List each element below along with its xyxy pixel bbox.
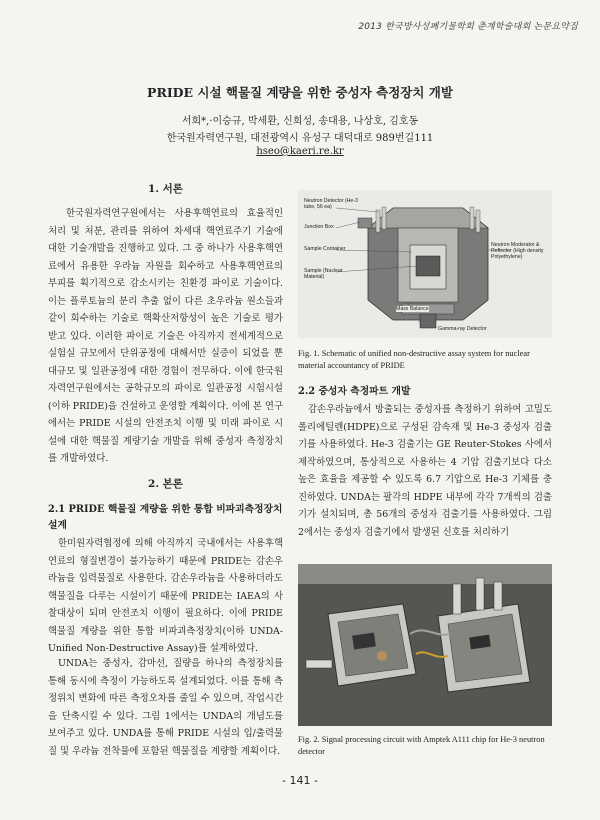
section-heading-main: 2. 본론 xyxy=(148,478,183,490)
label-sample: Sample (Nuclear Material) xyxy=(304,268,343,280)
label-mass-balance: Mass Balance xyxy=(396,306,429,312)
label-neutron-detector: Neutron Detector (He-3 tube, 56 ea) xyxy=(304,198,358,210)
figure-1-schematic xyxy=(298,190,552,338)
intro-paragraph: 한국원자력연구원에서는 사용후핵연료의 효율적인 처리 및 처분, 관리를 위하여 차세대 핵연료주기 기술에 대한 기술개발을 진행하고 있다. 그 중 하나가 사용후핵연료에서 유용한 우라늄 자원을 회수하고 사용후핵연료의 부피를 획기적으로 감소시키는 친환경 파이로 기술이다. 이는 플루토늄의 분리 추출 없이 다른 초우라늄 원소들과 같이 회수하는 기술로 핵확산저항성이 높은 기술로 평가받고 있다. 이러한 파이로 기술은 아직까지 전세계적으로 실험실 규모에서 단위공정에 대해서만 실증이 되었을 뿐 대규모 및 일관공정에 대한 경험이 전무하다. 이에 한국원자력연구원에서는 공학규모의 파이로 일관공정 시험시설(이하 PRIDE)을 건설하고 운영할 계획이다. 이에 본 연구에서는 PRIDE 시설의 안전조치 이행 및 미래 파이로 시설에 대한 핵물질 계량기술 개발을 위해 중성자 측정장치를 개발하였다. xyxy=(48,208,283,464)
undc-schematic-drawing xyxy=(298,190,552,338)
circuit-photo-drawing xyxy=(298,564,552,726)
label-moderator: Neutron Moderator & Reflector (High density Polyethylene) xyxy=(491,242,544,260)
figure-2-photo xyxy=(298,564,552,726)
page-number: - 141 - xyxy=(282,774,318,787)
label-gamma-detector: Gamma-ray Detector xyxy=(438,326,487,332)
section-heading-intro: 1. 서론 xyxy=(148,183,183,195)
figure-1-caption: Fig. 1. Schematic of unified non-destructive assay system for nuclear material accountancy of PRIDE xyxy=(298,349,530,370)
subsection-2-2-paragraph: 감손우라늄에서 방출되는 중성자를 측정하기 위하여 고밀도 폴리에틸렌(HDPE)으로 구성된 감속재 및 He-3 중성자 검출기를 사용하였다. He-3 검출기는 GE Reuter-Stokes 사에서 제작하였으며, 통상적으로 사용하는 4 기압 검출기보다 다소 높은 효율을 제공할 수 있도록 6.7 기압으로 He-3 기체를 충진하였다. UNDA는 팔각의 HDPE 내부에 각각 7개씩의 검출기가 설치되며, 총 56개의 중성자 검출기를 사용하였다. 그림 2에서는 중성자 검출기에서 발생된 신호를 처리하기 xyxy=(298,404,552,538)
subsection-2-1-paragraph-2: UNDA는 중성자, 감마선, 질량을 하나의 측정장치를 통해 동시에 측정이 가능하도록 설계되었다. 이를 통해 측정위치 변화에 따른 측정오차를 줄일 수 있으며, 작업시간을 단축시킬 수 있다. 그림 1에서는 UNDA의 개념도를 보여주고 있다. UNDA를 통해 PRIDE 시설의 입/출력물질 및 우라늄 전착물에 포함된 핵물질을 계량할 계획이다. xyxy=(48,658,283,757)
affiliation: 한국원자력연구원, 대전광역시 유성구 대덕대로 989번길111 xyxy=(166,133,434,144)
label-sample-container: Sample Container xyxy=(304,246,346,252)
subsection-heading-2-2: 2.2 중성자 측정파트 개발 xyxy=(298,386,411,397)
label-junction-box: Junction Box xyxy=(304,224,334,230)
author-email[interactable]: hseo@kaeri.re.kr xyxy=(256,146,344,157)
figure-2-caption: Fig. 2. Signal processing circuit with Amptek A111 chip for He-3 neutron detector xyxy=(298,735,545,756)
author-list: 서희*,·이승규, 박세환, 신희성, 송대용, 나상호, 김호동 xyxy=(181,116,419,127)
paper-title: PRIDE 시설 핵물질 계량을 위한 중성자 측정장치 개발 xyxy=(147,85,453,100)
subsection-2-1-paragraph: 한미원자력협정에 의해 아직까지 국내에서는 사용후핵연료의 형질변경이 불가능하기 때문에 PRIDE는 감손우라늄을 입력물질로 사용한다. 감손우라늄을 사용하더라도 핵물질을 다루는 시설이기 때문에 PRIDE는 IAEA의 사찰대상이 되며 안전조치 이행이 필요하다. 이에 PRIDE 핵물질 계량을 위한 통합 비파괴측정장치(이하 UNDA-Unified Non-Destructive Assay)를 설계하였다. xyxy=(48,538,283,654)
running-header: 2013 한국방사성폐기물학회 춘계학술대회 논문요약집 xyxy=(358,22,578,32)
subsection-heading-2-1: 2.1 PRIDE 핵물질 계량을 위한 통합 비파괴측정장치 설계 xyxy=(48,504,283,531)
